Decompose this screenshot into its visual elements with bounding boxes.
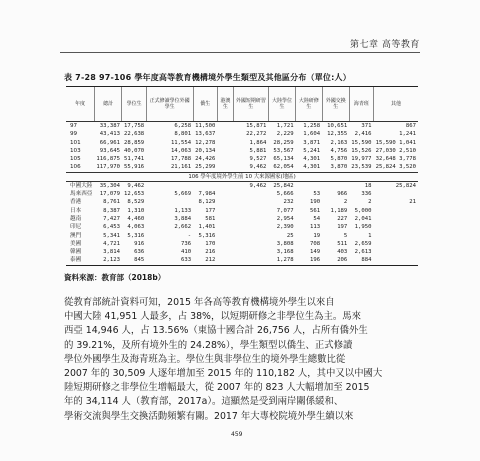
table-cell: 17,788: [170, 156, 192, 163]
paragraph-line: 從教育部統計資料可知，2015 年各高等教育機構境外學生以來自: [64, 297, 335, 308]
table-cell: 736: [181, 240, 192, 247]
table-cell: 21: [409, 199, 416, 206]
table-row: [66, 190, 418, 198]
row-year: 97: [70, 123, 78, 129]
table-cell: 8,761: [103, 199, 120, 206]
table-cell: 5,000: [354, 207, 372, 214]
table-cell: 8,529: [127, 199, 145, 206]
row-country: 馬來西亞: [70, 191, 93, 198]
row-country: 香港: [70, 199, 82, 206]
table-cell: 3,870: [330, 164, 348, 171]
paragraph-line: 中國大陸 41,951 人最多，占 38%，以短期研修之非學位生為主。馬來: [64, 311, 361, 323]
paragraph-line: 年的 34,114 人（教育部，2017a）。這顯然是受到兩岸關係緩和、: [64, 396, 344, 408]
table-cell: 2,416: [354, 131, 372, 138]
table-cell: 3,884: [174, 215, 192, 222]
table-cell: -: [187, 232, 192, 239]
table-cell: [217, 163, 233, 172]
table-cell: [217, 122, 233, 131]
table-cell: 177: [205, 207, 216, 214]
table-cell: 561: [309, 207, 321, 214]
table-cell: 1,258: [303, 123, 321, 129]
table-cell: [233, 198, 268, 206]
table-cell: 867: [405, 123, 416, 129]
table-cell: [233, 240, 268, 248]
header-rule: [60, 52, 420, 53]
table-cell: 2,954: [276, 215, 294, 222]
table-cell: [217, 223, 233, 231]
table-cell: [217, 155, 233, 163]
table-cell: 2,659: [354, 240, 372, 247]
chapter-header: 第七章 高等教育: [350, 40, 420, 50]
row-country: 中國大陸: [70, 182, 93, 189]
table-cell: 2,662: [174, 224, 192, 231]
table-cell: 6,453: [103, 224, 120, 231]
table-cell: 5,341: [103, 232, 120, 239]
table-cell: 2,123: [103, 257, 120, 264]
row-country: 印尼: [70, 224, 82, 231]
table-cell: 636: [134, 249, 145, 256]
row-year: 101: [70, 139, 81, 146]
table-cell: 22,272: [246, 131, 267, 138]
table-cell: 2: [343, 199, 348, 206]
table-cell: 410: [181, 249, 192, 256]
table-cell: [233, 190, 268, 198]
table-cell: 403: [337, 249, 348, 256]
col-header: 其他: [374, 87, 418, 122]
table-cell: [217, 207, 233, 215]
table-cell: 196: [309, 257, 321, 264]
table-cell: 212: [205, 257, 216, 264]
table-cell: 20,134: [195, 147, 216, 154]
table-cell: 13,637: [195, 131, 216, 138]
table-cell: 5,666: [276, 191, 294, 198]
table-cell: 1,241: [399, 131, 416, 138]
table-cell: 15,590: [351, 139, 372, 146]
table-cell: 170: [205, 240, 216, 247]
table-cell: 4,460: [127, 215, 145, 222]
col-header: 年度: [66, 87, 94, 122]
table-cell: 1,401: [198, 224, 216, 231]
table-cell: [296, 181, 323, 190]
table-cell: [233, 215, 268, 223]
paragraph-line: 的 39.21%，及所有境外生的 24.28%），學生類型以僑生、正式修讀: [64, 339, 353, 351]
table-header-row: [66, 87, 418, 122]
page-number: 459: [231, 431, 243, 438]
table-cell: 9,462: [127, 182, 145, 189]
table-cell: [217, 232, 233, 240]
table-cell: 4,756: [330, 147, 348, 154]
table-cell: 190: [309, 199, 321, 206]
table-cell: 25: [286, 232, 294, 239]
table-cell: 1,278: [276, 257, 294, 264]
table-row: [66, 155, 418, 163]
col-header: 僑生: [193, 87, 217, 122]
table-row: [66, 232, 418, 240]
table-cell: 3,871: [303, 139, 321, 146]
table-cell: [146, 198, 193, 206]
table-cell: 25,842: [273, 182, 294, 189]
table-cell: 23,539: [351, 164, 372, 171]
table-cell: 53: [313, 191, 321, 198]
table-cell: [233, 256, 268, 264]
table-cell: 19: [313, 232, 321, 239]
table-cell: [322, 181, 349, 190]
table-row: [66, 122, 418, 131]
row-country: 越南: [70, 215, 82, 222]
table-cell: [374, 190, 418, 198]
statistics-table: [66, 86, 418, 266]
table-cell: 25,824: [395, 182, 416, 189]
table-cell: [217, 240, 233, 248]
table-cell: 884: [361, 257, 372, 264]
row-year: 105: [70, 156, 81, 163]
table-cell: [233, 248, 268, 256]
table-cell: 25,824 3,520: [375, 164, 416, 171]
col-header: 港澳生: [217, 87, 233, 122]
table-row: [66, 147, 418, 155]
table-cell: 24,426: [195, 156, 216, 163]
row-year: 106: [70, 164, 81, 171]
col-header: 大陸學位生: [268, 87, 295, 122]
row-country: 日本: [70, 207, 82, 214]
table-cell: 17,758: [123, 123, 145, 129]
row-country: 韓國: [70, 249, 82, 256]
table-cell: 32,648 3,778: [375, 156, 416, 163]
table-cell: 5,881: [249, 147, 267, 154]
table-cell: [217, 147, 233, 155]
table-cell: 2,163: [330, 139, 348, 146]
table-cell: 1,133: [174, 207, 192, 214]
row-country: 澳門: [70, 232, 82, 239]
table-cell: 54: [313, 215, 321, 222]
table-cell: 2,390: [276, 224, 294, 231]
table-cell: [193, 181, 217, 190]
paragraph-line: 陸短期研修之非學位生增幅最大，從 2007 年的 823 人大幅增加至 2015: [64, 382, 370, 394]
table-cell: 12,355: [327, 131, 348, 138]
col-header: 總計: [94, 87, 122, 122]
table-cell: [217, 190, 233, 198]
table-cell: 28,259: [273, 139, 294, 146]
table-cell: 149: [309, 249, 321, 256]
table-cell: 5,669: [174, 191, 192, 198]
table-row: [66, 163, 418, 172]
table-cell: 1,604: [303, 131, 321, 138]
table-cell: 116,875: [96, 156, 120, 163]
table-cell: [217, 130, 233, 138]
table-cell: 15,871: [246, 123, 267, 129]
row-country: 美國: [70, 240, 82, 247]
table-cell: 8,801: [174, 131, 192, 138]
table-cell: 4,721: [103, 240, 120, 247]
table-cell: [374, 240, 418, 248]
table-cell: [374, 248, 418, 256]
table-cell: 62,054: [273, 164, 294, 171]
table-cell: 916: [134, 240, 145, 247]
table-cell: [374, 223, 418, 231]
table-cell: 2,613: [354, 249, 372, 256]
col-header: 外國交換生: [322, 87, 349, 122]
table-cell: 15,590 1,041: [375, 139, 416, 146]
source-note: 資料來源：教育部（2018b）: [64, 273, 166, 282]
table-cell: [374, 232, 418, 240]
table-cell: 4,063: [127, 224, 145, 231]
table-cell: 5: [343, 232, 348, 239]
table-cell: 1: [368, 232, 372, 239]
row-year: 99: [70, 131, 78, 138]
paragraph-line: 學術交流與學生交換活動頻繁有關。2017 年大專校院境外學生續以來: [64, 410, 354, 422]
paragraph-line: 2007 年的 30,509 人逐年增加至 2015 年的 110,182 人，其中又以中國大: [64, 368, 383, 380]
table-cell: 511: [337, 240, 348, 247]
table-cell: 53,567: [273, 147, 294, 154]
table-cell: 3,808: [276, 240, 294, 247]
table-cell: 33,387: [99, 123, 120, 129]
table-cell: 66,961: [99, 139, 120, 146]
table-cell: [374, 207, 418, 215]
table-cell: 11,554: [170, 139, 192, 146]
table-cell: 633: [181, 257, 192, 264]
table-cell: 21,161: [170, 164, 192, 171]
table-cell: 9,462: [249, 182, 267, 189]
table-row: [66, 223, 418, 231]
table-cell: 15,526: [351, 147, 372, 154]
table-cell: 11,500: [195, 123, 216, 129]
table-cell: 1,721: [276, 123, 294, 129]
col-header: 外國短期研習生: [233, 87, 268, 122]
table-cell: 581: [205, 215, 216, 222]
table-cell: 93,645: [99, 147, 120, 154]
table-cell: 27,030 2,510: [375, 147, 416, 154]
table-row: [66, 130, 418, 138]
table-cell: 17,079: [99, 191, 120, 198]
table-cell: [233, 223, 268, 231]
table-cell: [233, 232, 268, 240]
row-year: 103: [70, 147, 81, 154]
table-cell: 5,316: [198, 232, 216, 239]
table-cell: 55,916: [123, 164, 145, 171]
col-header: 學位生: [122, 87, 146, 122]
row-country: 泰國: [70, 257, 82, 264]
table-cell: 5,870: [330, 156, 348, 163]
table-cell: [146, 181, 193, 190]
table-cell: 43,413: [99, 131, 120, 138]
table-cell: 12,278: [195, 139, 216, 146]
table-cell: 18: [364, 182, 372, 189]
table-cell: 65,134: [273, 156, 294, 163]
table-cell: 3,814: [103, 249, 120, 256]
col-header: 大陸研修生: [296, 87, 323, 122]
table-cell: 1,310: [127, 207, 145, 214]
table-cell: 6,258: [174, 123, 192, 129]
table-cell: 4,301: [303, 156, 321, 163]
table-cell: 2: [368, 199, 372, 206]
subtable-title: 106 學年度境外學生前 10 大來源國家(地區): [66, 172, 418, 181]
table-cell: 8,387: [103, 207, 120, 214]
table-cell: 1,864: [249, 139, 267, 146]
table-cell: 1,189: [330, 207, 348, 214]
table-cell: 206: [337, 257, 348, 264]
paragraph-line: 學位外國學生及海青班為主。學位生與非學位生的境外學生總數比從: [64, 353, 346, 365]
table-cell: 117,970: [96, 164, 120, 171]
table-cell: [217, 198, 233, 206]
col-header: 正式修讀學位外國學生: [146, 87, 193, 122]
table-cell: [374, 256, 418, 264]
table-cell: 336: [361, 191, 372, 198]
table-cell: 708: [309, 240, 321, 247]
table-row: [66, 248, 418, 256]
table-cell: 371: [361, 123, 372, 129]
table-cell: 845: [134, 257, 145, 264]
paragraph-line: 西亞 14,946 人，占 13.56%（東協十國合計 26,756 人，占所有僑外生: [64, 325, 368, 337]
table-cell: 216: [205, 249, 216, 256]
table-cell: 28,859: [123, 139, 145, 146]
table-cell: 7,427: [103, 215, 120, 222]
table-cell: 8,129: [198, 199, 216, 206]
table-cell: 14,063: [170, 147, 192, 154]
table-cell: [217, 248, 233, 256]
table-cell: 40,070: [123, 147, 145, 154]
table-cell: 3,168: [276, 249, 294, 256]
table-cell: 1,950: [354, 224, 372, 231]
table-cell: [233, 207, 268, 215]
table-row: [66, 240, 418, 248]
table-cell: [374, 215, 418, 223]
table-row: [66, 207, 418, 215]
table-cell: 5,316: [127, 232, 145, 239]
table-cell: 2,041: [354, 215, 372, 222]
table-cell: 197: [337, 224, 348, 231]
table-cell: 25,299: [195, 164, 216, 171]
table-cell: 10,651: [327, 123, 348, 129]
table-cell: 7,077: [276, 207, 294, 214]
table-cell: 7,984: [198, 191, 216, 198]
table-cell: 19,977: [351, 156, 372, 163]
table-cell: 227: [337, 215, 348, 222]
table-cell: 113: [309, 224, 321, 231]
table-cell: [217, 139, 233, 147]
table-cell: 2,229: [276, 131, 294, 138]
table-row: [66, 198, 418, 206]
table-cell: 9,462: [249, 164, 267, 171]
table-cell: 232: [283, 199, 294, 206]
table-row: [66, 139, 418, 147]
col-header: 海青班: [349, 87, 373, 122]
table-cell: 9,527: [249, 156, 267, 163]
table-row: [66, 215, 418, 223]
table-cell: 4,301: [303, 164, 321, 171]
body-paragraph: [64, 296, 420, 424]
table-cell: 5,241: [303, 147, 321, 154]
table-cell: 22,638: [123, 131, 145, 138]
table-cell: [217, 215, 233, 223]
table-cell: [217, 256, 233, 264]
table-cell: [217, 181, 233, 190]
table-cell: 51,741: [123, 156, 145, 163]
table-row: [66, 256, 418, 264]
table-title: 表 7-28 97-106 學年度高等教育機構境外學生類型及其他區分布（單位:人）: [64, 73, 351, 82]
table-cell: 966: [337, 191, 348, 198]
table-row: [66, 181, 418, 190]
table-cell: 12,653: [123, 191, 145, 198]
table-cell: 35,304: [99, 182, 120, 189]
